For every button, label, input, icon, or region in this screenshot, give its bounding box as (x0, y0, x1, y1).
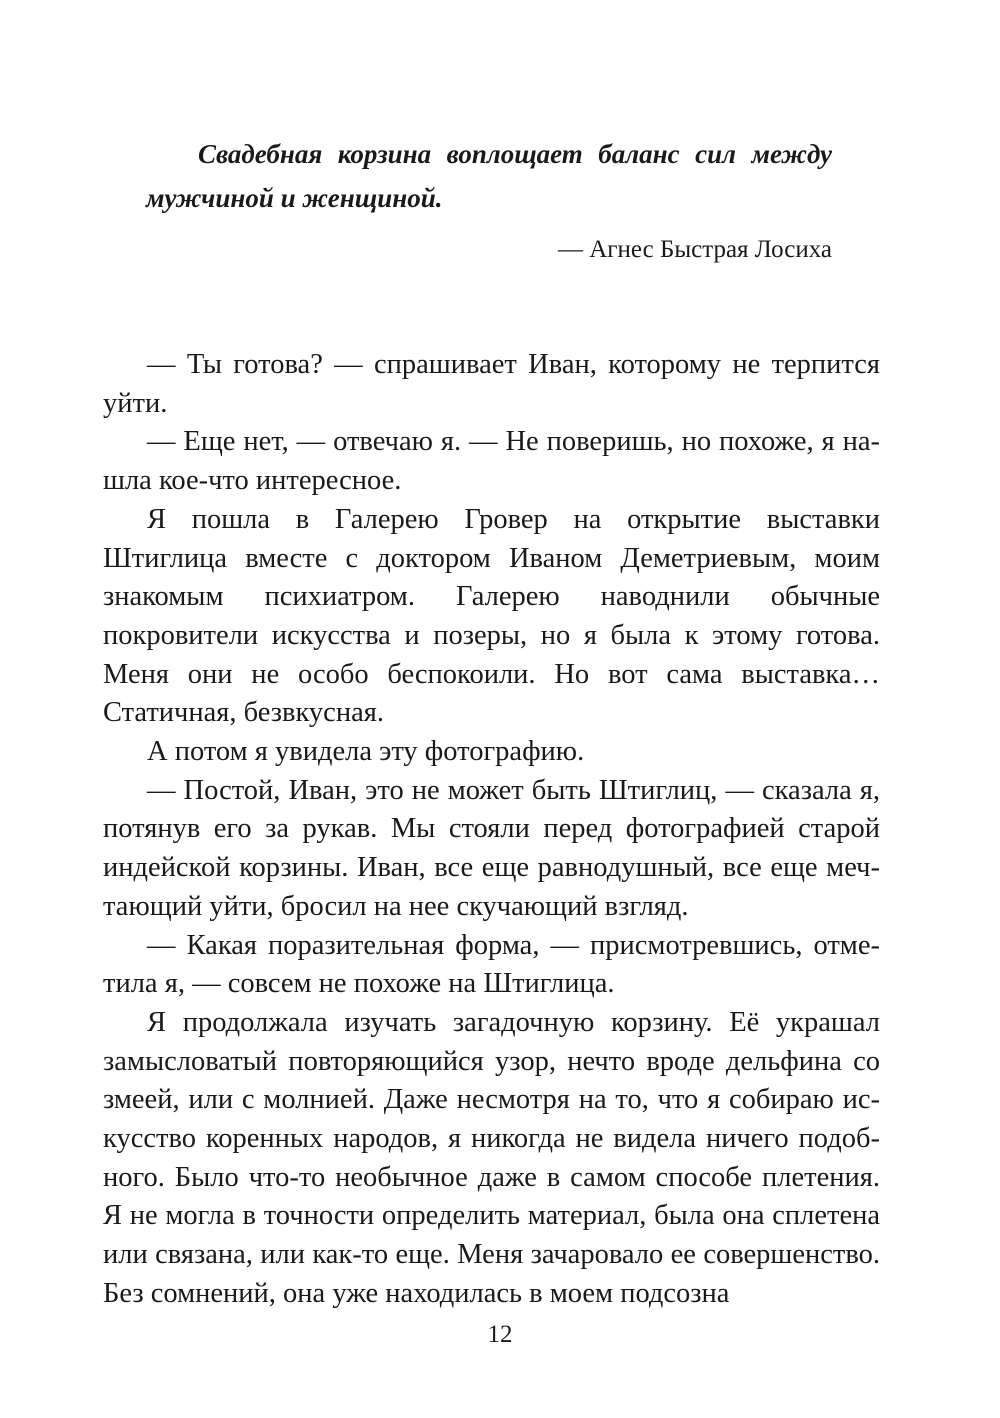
paragraph: — Еще нет, — отвечаю я. — Не поверишь, но похоже, я нашла кое-что интересное. (103, 426, 880, 497)
paragraph: — Ты готова? — спрашивает Иван, которому не терпится уйти. (103, 349, 880, 419)
epigraph-attribution: — Агнес Быстрая Лосиха (557, 236, 832, 263)
body-text (103, 346, 880, 1314)
paragraph: Я продолжала изучать загадочную корзину. Её украшал замысловатый повторяющийся узор, нечто вроде дельфина со змеей, или с молнией. Даже несмотря на то, что я собираю искусство коренных народов, я никогда не видела ничего подобного. Было что-то необычное даже в самом способе плетения. Я не могла в точности определить материал, была она сплетена или связана, или как-то еще. Меня зачаровало ее совершенство. Без сомнений, она уже находилась в моем подсозна (103, 1006, 880, 1309)
page-number: 12 (487, 1321, 513, 1348)
paragraph: — Постой, Иван, это не может быть Штиглиц, — сказала я, потянув его за рукав. Мы стояли перед фотографией старой индейской корзины. Иван, все еще равнодушный, все еще мечтающий уйти, бросил на нее скучающий взгляд. (103, 774, 880, 922)
epigraph-quote: Свадебная корзина воплощает баланс сил между мужчиной и женщиной. (146, 139, 832, 213)
paragraph: Я пошла в Галерею Гровер на открытие выставки Штиглица вместе с доктором Иваном Деметриевым, моим знакомым психиатром. Галерею наводнили обычные покровители искусства и позеры, но я была к этому готова. Меня они не особо беспокоили. Но вот сама выставка… Статичная, безвкусная. (103, 503, 880, 729)
paragraph: — Какая поразительная форма, — присмотревшись, отметила я, — совсем не похоже на Штиглица. (103, 929, 880, 1000)
paragraph: А потом я увидела эту фотографию. (147, 736, 585, 768)
